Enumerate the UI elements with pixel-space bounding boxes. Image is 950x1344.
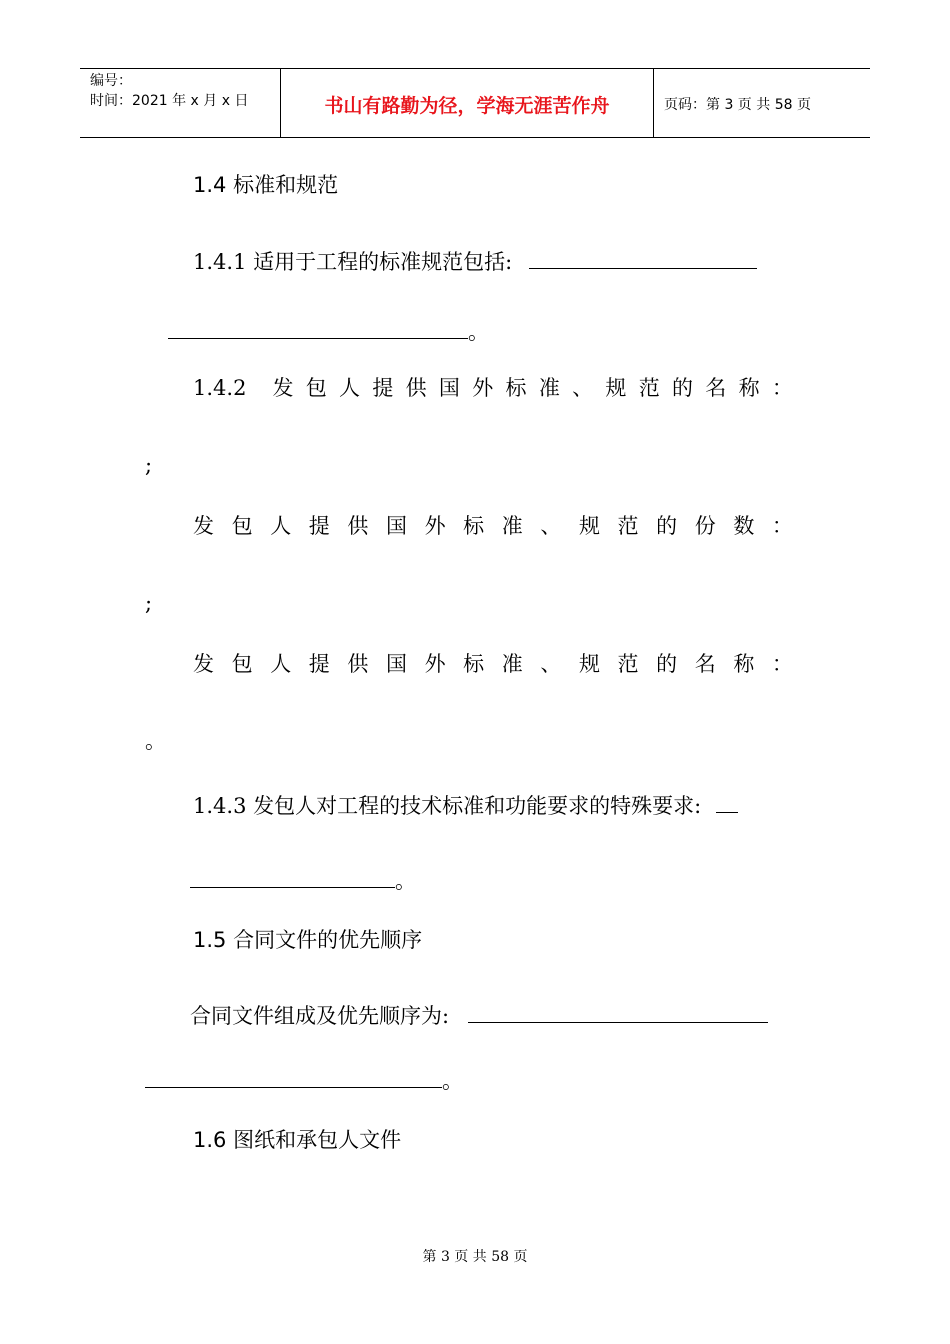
fill-blank [190,865,395,888]
char: 包 [231,652,253,676]
char: 规 [578,514,600,538]
section-1-4-2-number: 1.4.2 [193,376,247,400]
char: 供 [347,652,369,676]
char: 外 [424,514,446,538]
char: 称 [738,376,760,400]
period: 。 [395,869,416,893]
section-1-5-body [190,1000,768,1029]
fill-blank [168,316,468,339]
char: 准 [501,514,523,538]
section-1-4-3 [193,790,738,819]
char: 标 [463,514,485,538]
page-header [80,68,870,138]
char: 人 [339,376,361,400]
char: 包 [231,514,253,538]
char: 规 [578,652,600,676]
section-1-5-title: 1.5 合同文件的优先顺序 [193,928,423,952]
char: 、 [540,652,562,676]
doc-number-label: 编号： [90,73,132,89]
char: 范 [638,376,660,400]
semicolon-line-2: ; [145,591,153,615]
period-line: 。 [145,729,166,753]
char: 包 [305,376,327,400]
char: 份 [694,514,716,538]
char: 标 [505,376,527,400]
char: 标 [463,652,485,676]
fill-blank [529,246,757,269]
char: 准 [501,652,523,676]
period: 。 [468,320,489,344]
section-1-4-3-text: 1.4.3 发包人对工程的技术标准和功能要求的特殊要求: [193,794,702,818]
char: 国 [385,652,407,676]
char: 人 [270,652,292,676]
section-1-4-1-continuation [168,316,489,345]
char: ： [771,514,793,538]
char: 范 [617,514,639,538]
header-motto: 书山有路勤为径，学海无涯苦作舟 [281,69,654,137]
char: 供 [405,376,427,400]
char: 、 [540,514,562,538]
section-1-4-title: 1.4 标准和规范 [193,173,339,197]
section-1-5-text: 合同文件组成及优先顺序为: [190,1004,450,1028]
char: 称 [733,652,755,676]
char: 发 [193,514,214,538]
char: 人 [270,514,292,538]
char: 的 [656,652,678,676]
char: 发 [193,652,214,676]
char: 提 [372,376,394,400]
char: 发 [272,376,294,400]
char: 外 [472,376,494,400]
fill-blank [468,1000,768,1023]
char: 准 [538,376,560,400]
section-1-4-2-text [272,375,793,401]
header-page-info: 页码：第 3 页 共 58 页 [664,97,811,113]
char: 名 [694,652,716,676]
char: 名 [705,376,727,400]
section-1-4-2 [193,375,793,401]
char: 的 [672,376,693,400]
section-1-4-3-continuation [190,865,416,894]
semicolon-line-1: ; [145,453,153,477]
header-meta [80,69,281,137]
page-footer: 第 3 页 共 58 页 [422,1249,528,1265]
char: 提 [308,514,330,538]
standards-name-line [193,651,793,677]
char: 范 [617,652,639,676]
char: 数 [733,514,755,538]
char: 外 [424,652,446,676]
period: 。 [442,1069,463,1093]
char: 的 [656,514,678,538]
char: 国 [438,376,460,400]
char: ： [771,652,793,676]
standards-count-line [193,513,793,539]
fill-blank [716,790,738,813]
char: ： [771,376,793,400]
char: 提 [308,652,330,676]
char: 规 [605,376,627,400]
section-1-5-continuation [145,1065,463,1094]
section-1-6-title: 1.6 图纸和承包人文件 [193,1128,402,1152]
char: 供 [347,514,369,538]
char: 国 [385,514,407,538]
fill-blank [145,1065,442,1088]
char: 、 [572,376,594,400]
section-1-4-1 [193,246,757,275]
doc-time-label: 时间：2021 年 x 月 x 日 [90,93,249,109]
section-1-4-1-text: 1.4.1 适用于工程的标准规范包括: [193,250,513,274]
